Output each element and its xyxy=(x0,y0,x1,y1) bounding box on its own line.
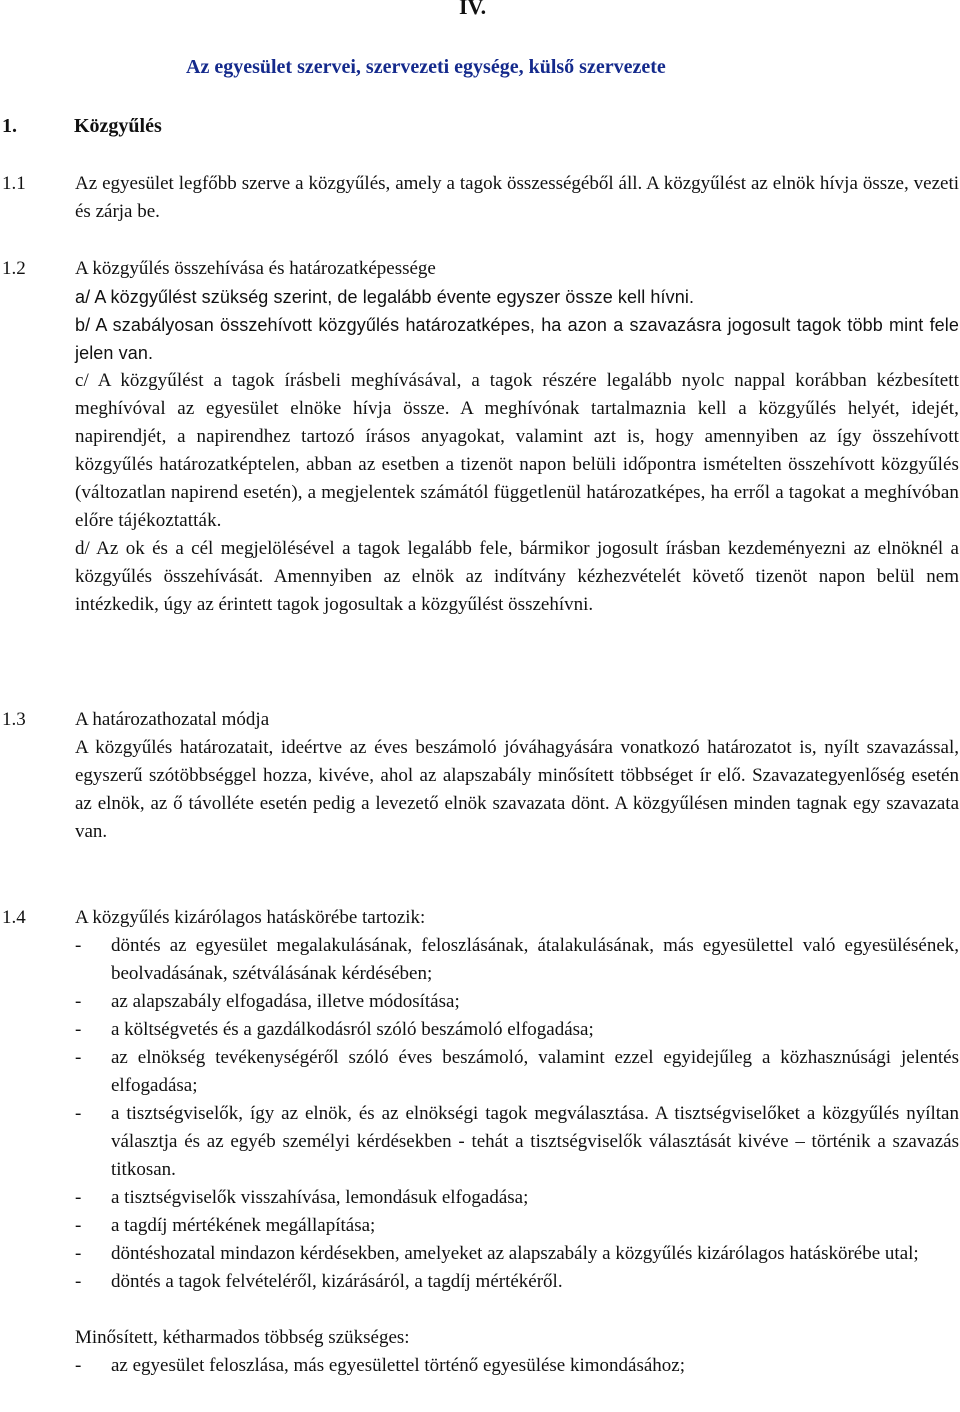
list-item xyxy=(75,1044,959,1100)
section-1-2-paragraph-d: d/ Az ok és a cél megjelölésével a tagok legalább fele, bármikor jogosult írásban kezdeményezni az elnöknél a közgyűlés összehívását. Amennyiben az elnök az indítvány kézhezvételét követő tizenöt napon belül nem intézkedik, úgy az érintett tagok jogosultak a közgyűlést összehívni. xyxy=(75,538,959,615)
section-1-2-paragraph-c: c/ A közgyűlést a tagok írásbeli meghívásával, a tagok részére legalább nyolc nappal korábban kézbesített meghívóval az egyesület elnöke hívja össze. A meghívónak tartalmaznia kell a közgyűlés helyét, idejét, napirendjét, a napirendhez tartozó írásos anyagokat, valamint azt is, hogy amennyiben az így összehívott közgyűlés határozatképtelen, abban az esetben a tizenöt napon belüli időpontra ismételten összehívott közgyűlés (változatlan napirend esetén), a megjelentek számától függetlenül határozatképes, ha erről a tagokat a meghívóban előre tájékoztatták. xyxy=(75,370,959,531)
list-dash: - xyxy=(75,1271,82,1292)
list-item-text: az alapszabály elfogadása, illetve módosítása; xyxy=(111,991,460,1012)
section-1-4-number: 1.4 xyxy=(2,907,26,928)
chapter-title-part-a: Az egyesület szervei, xyxy=(186,56,361,78)
qualified-majority-title: Minősített, kétharmados többség szükséges: xyxy=(75,1327,410,1348)
section-heading xyxy=(2,113,162,139)
list-dash: - xyxy=(75,1103,82,1124)
section-1-1 xyxy=(2,170,958,226)
list-item-text: a költségvetés és a gazdálkodásról szóló beszámoló elfogadása; xyxy=(111,1019,594,1040)
list-item xyxy=(75,988,959,1016)
list-item xyxy=(75,1016,959,1044)
section-1-4 xyxy=(2,904,958,1380)
list-item xyxy=(75,1100,959,1184)
list-dash: - xyxy=(75,1187,82,1208)
section-1-1-text: Az egyesület legfőbb szerve a közgyűlés, amely a tagok összességéből áll. A közgyűlést az elnök hívja össze, vezeti és zárja be. xyxy=(75,173,959,222)
section-heading-number: 1. xyxy=(2,115,17,137)
list-item xyxy=(75,1240,959,1268)
list-dash: - xyxy=(75,1355,82,1376)
section-1-1-number: 1.1 xyxy=(2,173,26,194)
list-item xyxy=(75,1268,959,1296)
section-1-2 xyxy=(2,255,958,619)
section-1-2-paragraph-a: a/ A közgyűlést szükség szerint, de legalább évente egyszer össze kell hívni. xyxy=(75,287,695,307)
chapter-title-part-b: szervezeti egysége, külső szervezete xyxy=(360,56,666,78)
list-item-text: a tisztségviselők, így az elnök, és az elnökségi tagok megválasztása. A tisztségviselőket a közgyűlés nyíltan választja és az egyéb személyi kérdésekben - tehát a tisztségviselők választását kivéve – történik a szavazás titkosan. xyxy=(111,1103,959,1180)
list-item xyxy=(75,1212,959,1240)
list-item-text: a tisztségviselők visszahívása, lemondásuk elfogadása; xyxy=(111,1187,529,1208)
section-1-3-number: 1.3 xyxy=(2,709,26,730)
list-item-text: az elnökség tevékenységéről szóló éves beszámoló, valamint ezzel egyidejűleg a közhasznúsági jelentés elfogadása; xyxy=(111,1047,959,1096)
list-item xyxy=(75,1184,959,1212)
list-dash: - xyxy=(75,1215,82,1236)
list-dash: - xyxy=(75,1243,82,1264)
list-item-text: döntés az egyesület megalakulásának, feloszlásának, átalakulásának, más egyesülettel való egyesülésének, beolvadásának, szétválásának kérdésében; xyxy=(111,935,959,984)
section-1-4-title: A közgyűlés kizárólagos hatáskörébe tartozik: xyxy=(75,907,426,928)
section-1-2-paragraph-b: b/ A szabályosan összehívott közgyűlés határozatképes, ha azon a szavazásra jogosult tagok több mint fele jelen van. xyxy=(75,315,959,363)
section-1-3 xyxy=(2,706,958,846)
list-item xyxy=(75,1352,959,1380)
list-item-text: döntés a tagok felvételéről, kizárásáról, a tagdíj mértékéről. xyxy=(111,1271,563,1292)
chapter-number: IV. xyxy=(459,0,487,19)
list-dash: - xyxy=(75,935,82,956)
list-dash: - xyxy=(75,1019,82,1040)
list-dash: - xyxy=(75,991,82,1012)
list-dash: - xyxy=(75,1047,82,1068)
list-item-text: a tagdíj mértékének megállapítása; xyxy=(111,1215,376,1236)
section-1-3-title: A határozathozatal módja xyxy=(75,709,270,730)
section-1-2-title: A közgyűlés összehívása és határozatképessége xyxy=(75,258,436,279)
section-heading-label: Közgyűlés xyxy=(74,115,162,137)
list-item-text: az egyesület feloszlása, más egyesülettel történő egyesülése kimondásához; xyxy=(111,1355,686,1376)
list-item xyxy=(75,932,959,988)
list-item-text: döntéshozatal mindazon kérdésekben, amelyeket az alapszabály a közgyűlés kizárólagos hatáskörébe utal; xyxy=(111,1243,919,1264)
chapter-title xyxy=(186,54,666,80)
section-1-2-number: 1.2 xyxy=(2,258,26,279)
section-1-3-text: A közgyűlés határozatait, ideértve az éves beszámoló jóváhagyására vonatkozó határozatot is, nyílt szavazással, egyszerű szótöbbséggel hozza, kivéve, ahol az alapszabály minősített többséget ír elő. Szavazategyenlőség esetén az elnök, az ő távolléte esetén pedig a levezető elnök szavazata dönt. A közgyűlésen minden tagnak egy szavazata van. xyxy=(75,737,959,842)
